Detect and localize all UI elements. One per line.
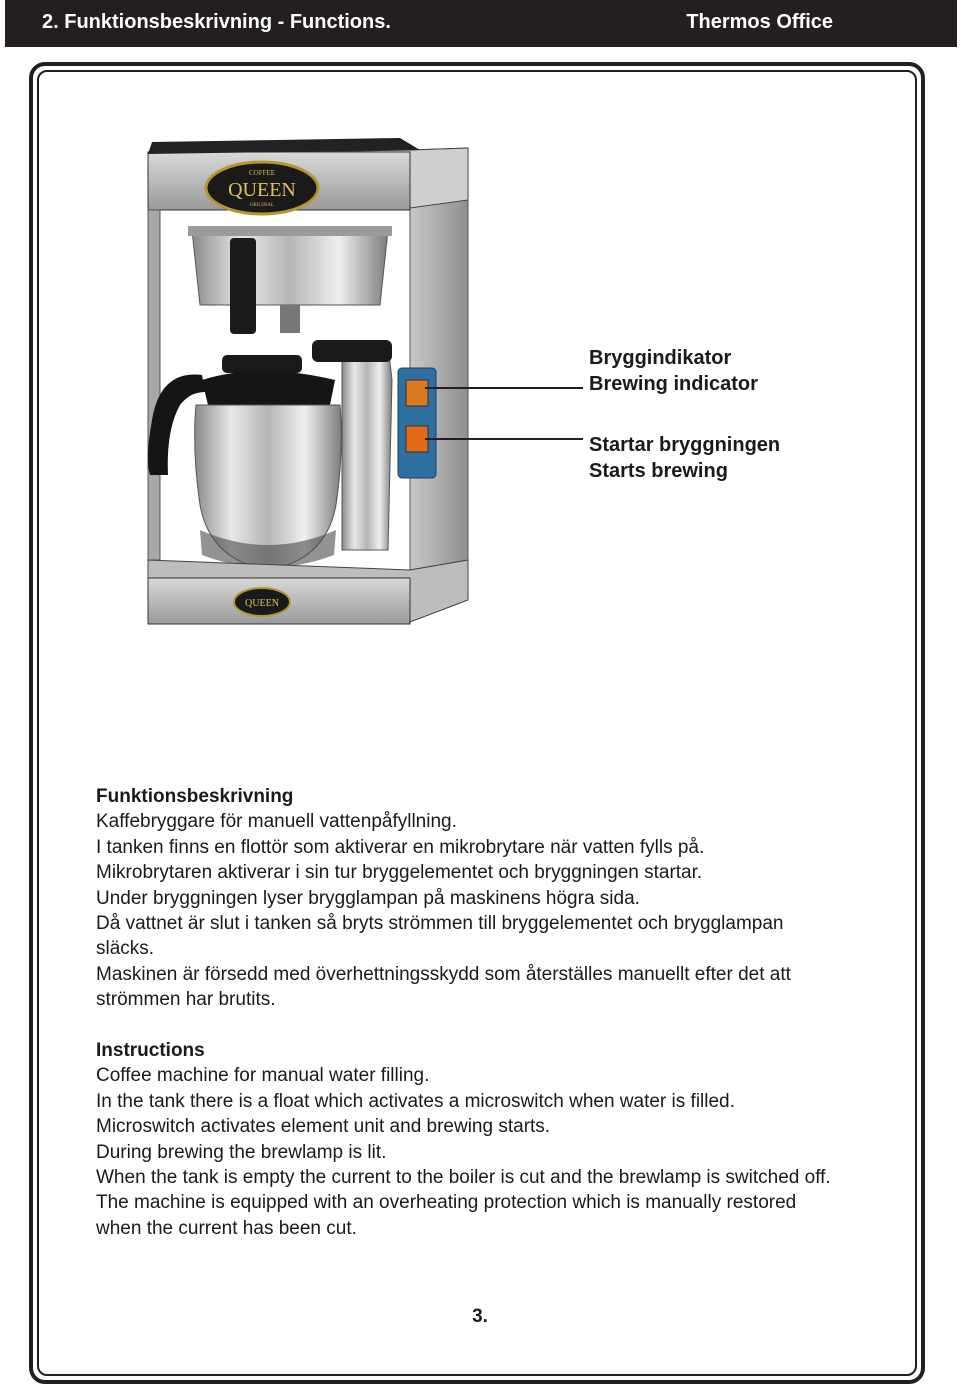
swedish-line: I tanken finns en flottör som aktiverar en mikrobrytare när vatten fylls på. bbox=[96, 836, 705, 858]
product-title: Thermos Office bbox=[686, 11, 833, 33]
english-line: When the tank is empty the current to the boiler is cut and the brewlamp is switched off. bbox=[96, 1167, 831, 1189]
english-instructions bbox=[96, 1038, 926, 1241]
swedish-line: Då vattnet är slut i tanken så bryts strömmen till bryggelementet och brygglampan bbox=[96, 913, 784, 935]
swedish-description bbox=[96, 784, 926, 1013]
callout-start-brewing-en: Starts brewing bbox=[589, 460, 728, 482]
brand-top-text: COFFEE bbox=[248, 169, 276, 177]
swedish-line: Maskinen är försedd med överhettningsskydd som återställes manuellt efter det att bbox=[96, 963, 791, 985]
english-line: The machine is equipped with an overheating protection which is manually restored bbox=[96, 1192, 797, 1214]
swedish-line: Under bryggningen lyser brygglampan på maskinens högra sida. bbox=[96, 887, 640, 909]
english-line: During brewing the brewlamp is lit. bbox=[96, 1141, 387, 1163]
callout-line-brewing-indicator bbox=[425, 387, 583, 389]
english-line: Microswitch activates element unit and brewing starts. bbox=[96, 1116, 551, 1138]
callout-line-start-brewing bbox=[425, 438, 583, 440]
brand-base-text: QUEEN bbox=[245, 598, 279, 609]
callout-start-brewing-sv: Startar bryggningen bbox=[589, 434, 781, 456]
english-line: Coffee machine for manual water filling. bbox=[96, 1065, 430, 1087]
english-line: In the tank there is a float which activates a microswitch when water is filled. bbox=[96, 1090, 735, 1112]
brand-sub-text: ORIGINAL bbox=[249, 203, 275, 208]
callout-brewing-indicator-sv: Bryggindikator bbox=[589, 347, 732, 369]
swedish-line: Mikrobrytaren aktiverar i sin tur bryggelementet och bryggningen startar. bbox=[96, 862, 703, 884]
swedish-line: släcks. bbox=[96, 938, 155, 960]
english-line: when the current has been cut. bbox=[96, 1217, 357, 1239]
callout-start-brewing bbox=[589, 432, 780, 484]
section-title: 2. Funktionsbeskrivning - Functions. bbox=[42, 11, 391, 33]
page-number: 3. bbox=[472, 1306, 488, 1327]
brand-main-text: QUEEN bbox=[228, 179, 296, 201]
header-bar bbox=[5, 0, 957, 47]
swedish-line: Kaffebryggare för manuell vattenpåfyllning. bbox=[96, 811, 457, 833]
coffee-machine-illustration bbox=[130, 130, 490, 650]
swedish-heading: Funktionsbeskrivning bbox=[96, 786, 294, 807]
swedish-line: strömmen har brutits. bbox=[96, 989, 276, 1011]
callout-brewing-indicator-en: Brewing indicator bbox=[589, 373, 758, 395]
callout-brewing-indicator bbox=[589, 345, 758, 397]
english-heading: Instructions bbox=[96, 1040, 205, 1061]
